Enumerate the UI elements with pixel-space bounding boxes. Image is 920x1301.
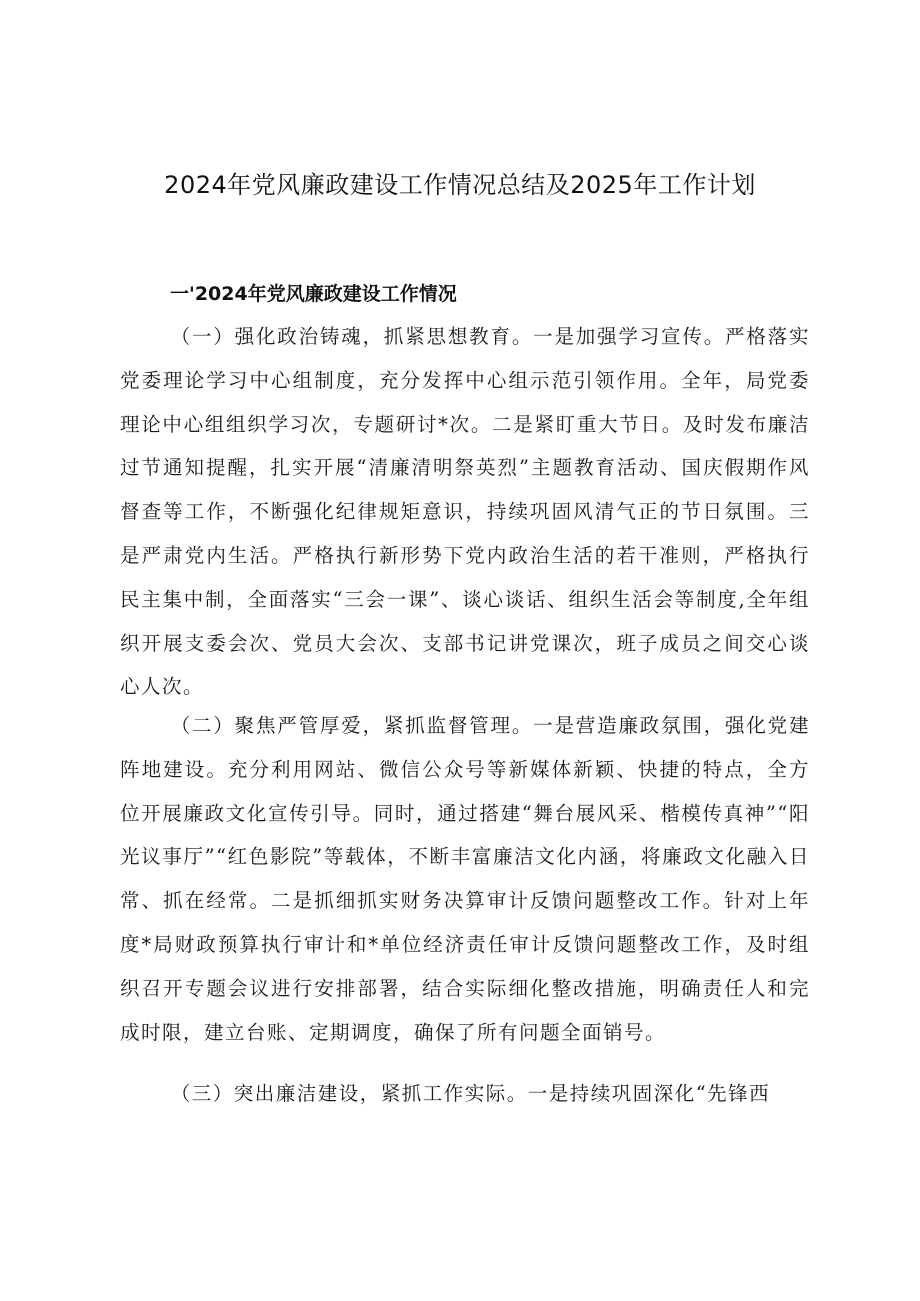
paragraph-3: （三）突出廉洁建设，紧抓工作实际。一是持续巩固深化“先锋西	[170, 1082, 771, 1105]
paragraph-2: （二）聚焦严管厚爱，紧抓监督管理。一是营造廉政氛围，强化党建阵地建设。充分利用网站、微信公众号等新媒体新颖、快捷的特点，全方位开展廉政文化宣传引导。同时，通过搭建“舞台展风采、楷模传真神”“阳光议事厅”“红色影院”等载体，不断丰富廉洁文化内涵，将廉政文化融入日常、抓在经常。二是抓细抓实财务决算审计反馈问题整改工作。针对上年度*局财政预算执行审计和*单位经济责任审计反馈问题整改工作，及时组织召开专题会议进行安排部署，结合实际细化整改措施，明确责任人和完成时限，建立台账、定期调度，确保了所有问题全面销号。	[120, 714, 810, 1044]
document-title: 2024年党风廉政建设工作情况总结及2025年工作计划	[164, 171, 756, 199]
section-heading: 一'2024年党风廉政建设工作情况	[170, 283, 457, 305]
paragraph-1: （一）强化政治铸魂，抓紧思想教育。一是加强学习宣传。严格落实党委理论学习中心组制度，充分发挥中心组示范引领作用。全年，局党委理论中心组组织学习次，专题研讨*次。二是紧盯重大节日。及时发布廉洁过节通知提醒，扎实开展“清廉清明祭英烈”主题教育活动、国庆假期作风督查等工作，不断强化纪律规矩意识，持续巩固风清气正的节日氛围。三是严肃党内生活。严格执行新形势下党内政治生活的若干准则，严格执行民主集中制，全面落实“三会一课”、谈心谈话、组织生活会等制度,全年组织开展支委会次、党员大会次、支部书记讲党课次，班子成员之间交心谈心人次。	[120, 325, 810, 699]
